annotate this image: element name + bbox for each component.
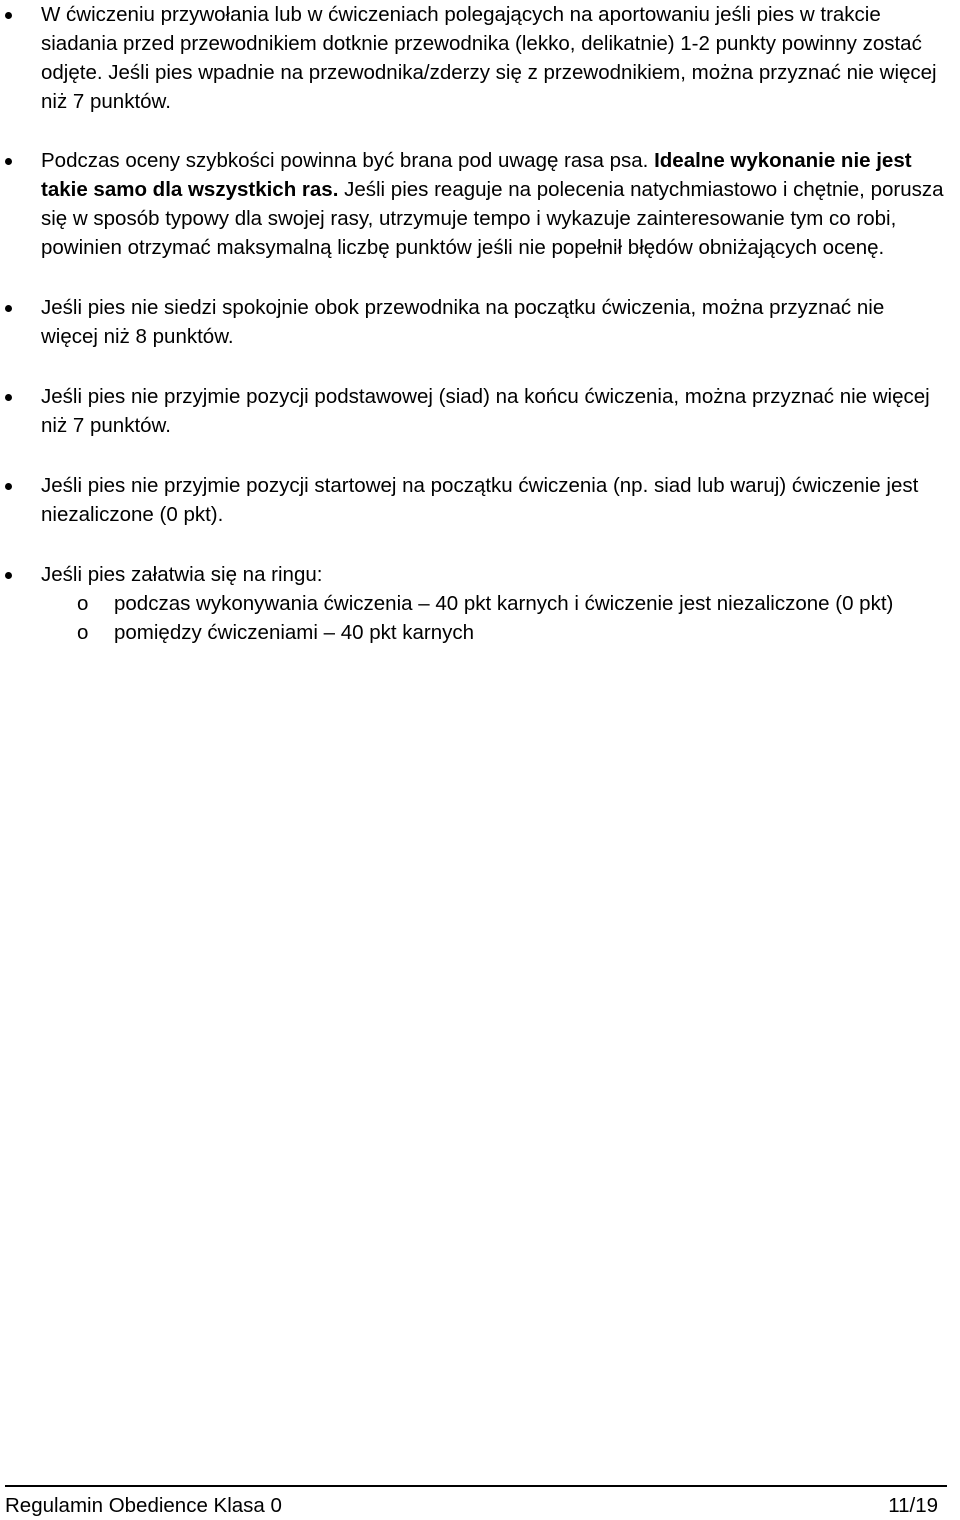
rule-item-4 (0, 382, 960, 440)
rule-text: Jeśli pies nie przyjmie pozycji podstawowej (siad) na końcu ćwiczenia, można przyznać nie więcej niż 7 punktów. (41, 385, 930, 437)
sub-item-text: podczas wykonywania ćwiczenia – 40 pkt karnych i ćwiczenie jest niezaliczone (0 pkt) (114, 592, 894, 615)
rule-text: W ćwiczeniu przywołania lub w ćwiczeniach polegających na aportowaniu jeśli pies w trakcie siadania przed przewodnikiem dotknie przewodnika (lekko, delikatnie) 1-2 punkty powinny zostać odjęte. Jeśli pies wpadnie na przewodnika/zderzy się z przewodnikiem, można przyznać nie więcej niż 7 punktów. (41, 3, 937, 113)
rule-item-5 (0, 471, 960, 529)
bullet-icon (5, 305, 12, 312)
bullet-icon (5, 572, 12, 579)
sub-bullet-marker: o (77, 621, 89, 644)
bullet-icon (5, 158, 12, 165)
bullet-icon (5, 12, 12, 19)
rule-text: Jeśli pies załatwia się na ringu: (41, 563, 323, 586)
rule-item-2 (0, 146, 960, 262)
bullet-icon (5, 483, 12, 490)
sub-list (0, 589, 946, 647)
rule-item-1 (0, 0, 960, 116)
footer-title: Regulamin Obedience Klasa 0 (5, 1494, 282, 1517)
rule-text-bold: Idealne wykonanie nie jest takie samo dla wszystkich ras. (41, 149, 912, 201)
rule-text: Jeśli pies nie przyjmie pozycji startowej na początku ćwiczenia (np. siad lub waruj) ćwiczenie jest niezaliczone (0 pkt). (41, 474, 919, 526)
rule-text: Jeśli pies reaguje na polecenia natychmiastowo i chętnie, porusza się w sposób typowy dla swojej rasy, utrzymuje tempo i wykazuje zainteresowanie tym co robi, powinien otrzymać maksymalną liczbę punktów jeśli nie popełnił błędów obniżających ocenę. (41, 178, 944, 259)
rule-text: Jeśli pies nie siedzi spokojnie obok przewodnika na początku ćwiczenia, można przyznać nie więcej niż 8 punktów. (41, 296, 885, 348)
sub-item-2 (0, 618, 946, 647)
page-number: 11/19 (888, 1494, 938, 1517)
rule-text: Podczas oceny szybkości powinna być brana pod uwagę rasa psa. (41, 149, 655, 172)
sub-item-text: pomiędzy ćwiczeniami – 40 pkt karnych (114, 621, 475, 644)
sub-bullet-marker: o (77, 592, 89, 615)
sub-item-1 (0, 589, 946, 618)
rule-item-6 (0, 560, 960, 647)
rule-item-3 (0, 293, 960, 351)
footer-row (5, 1487, 947, 1520)
bullet-icon (5, 394, 12, 401)
document-body (0, 0, 960, 647)
rules-list (0, 0, 960, 647)
page-footer (5, 1485, 947, 1520)
